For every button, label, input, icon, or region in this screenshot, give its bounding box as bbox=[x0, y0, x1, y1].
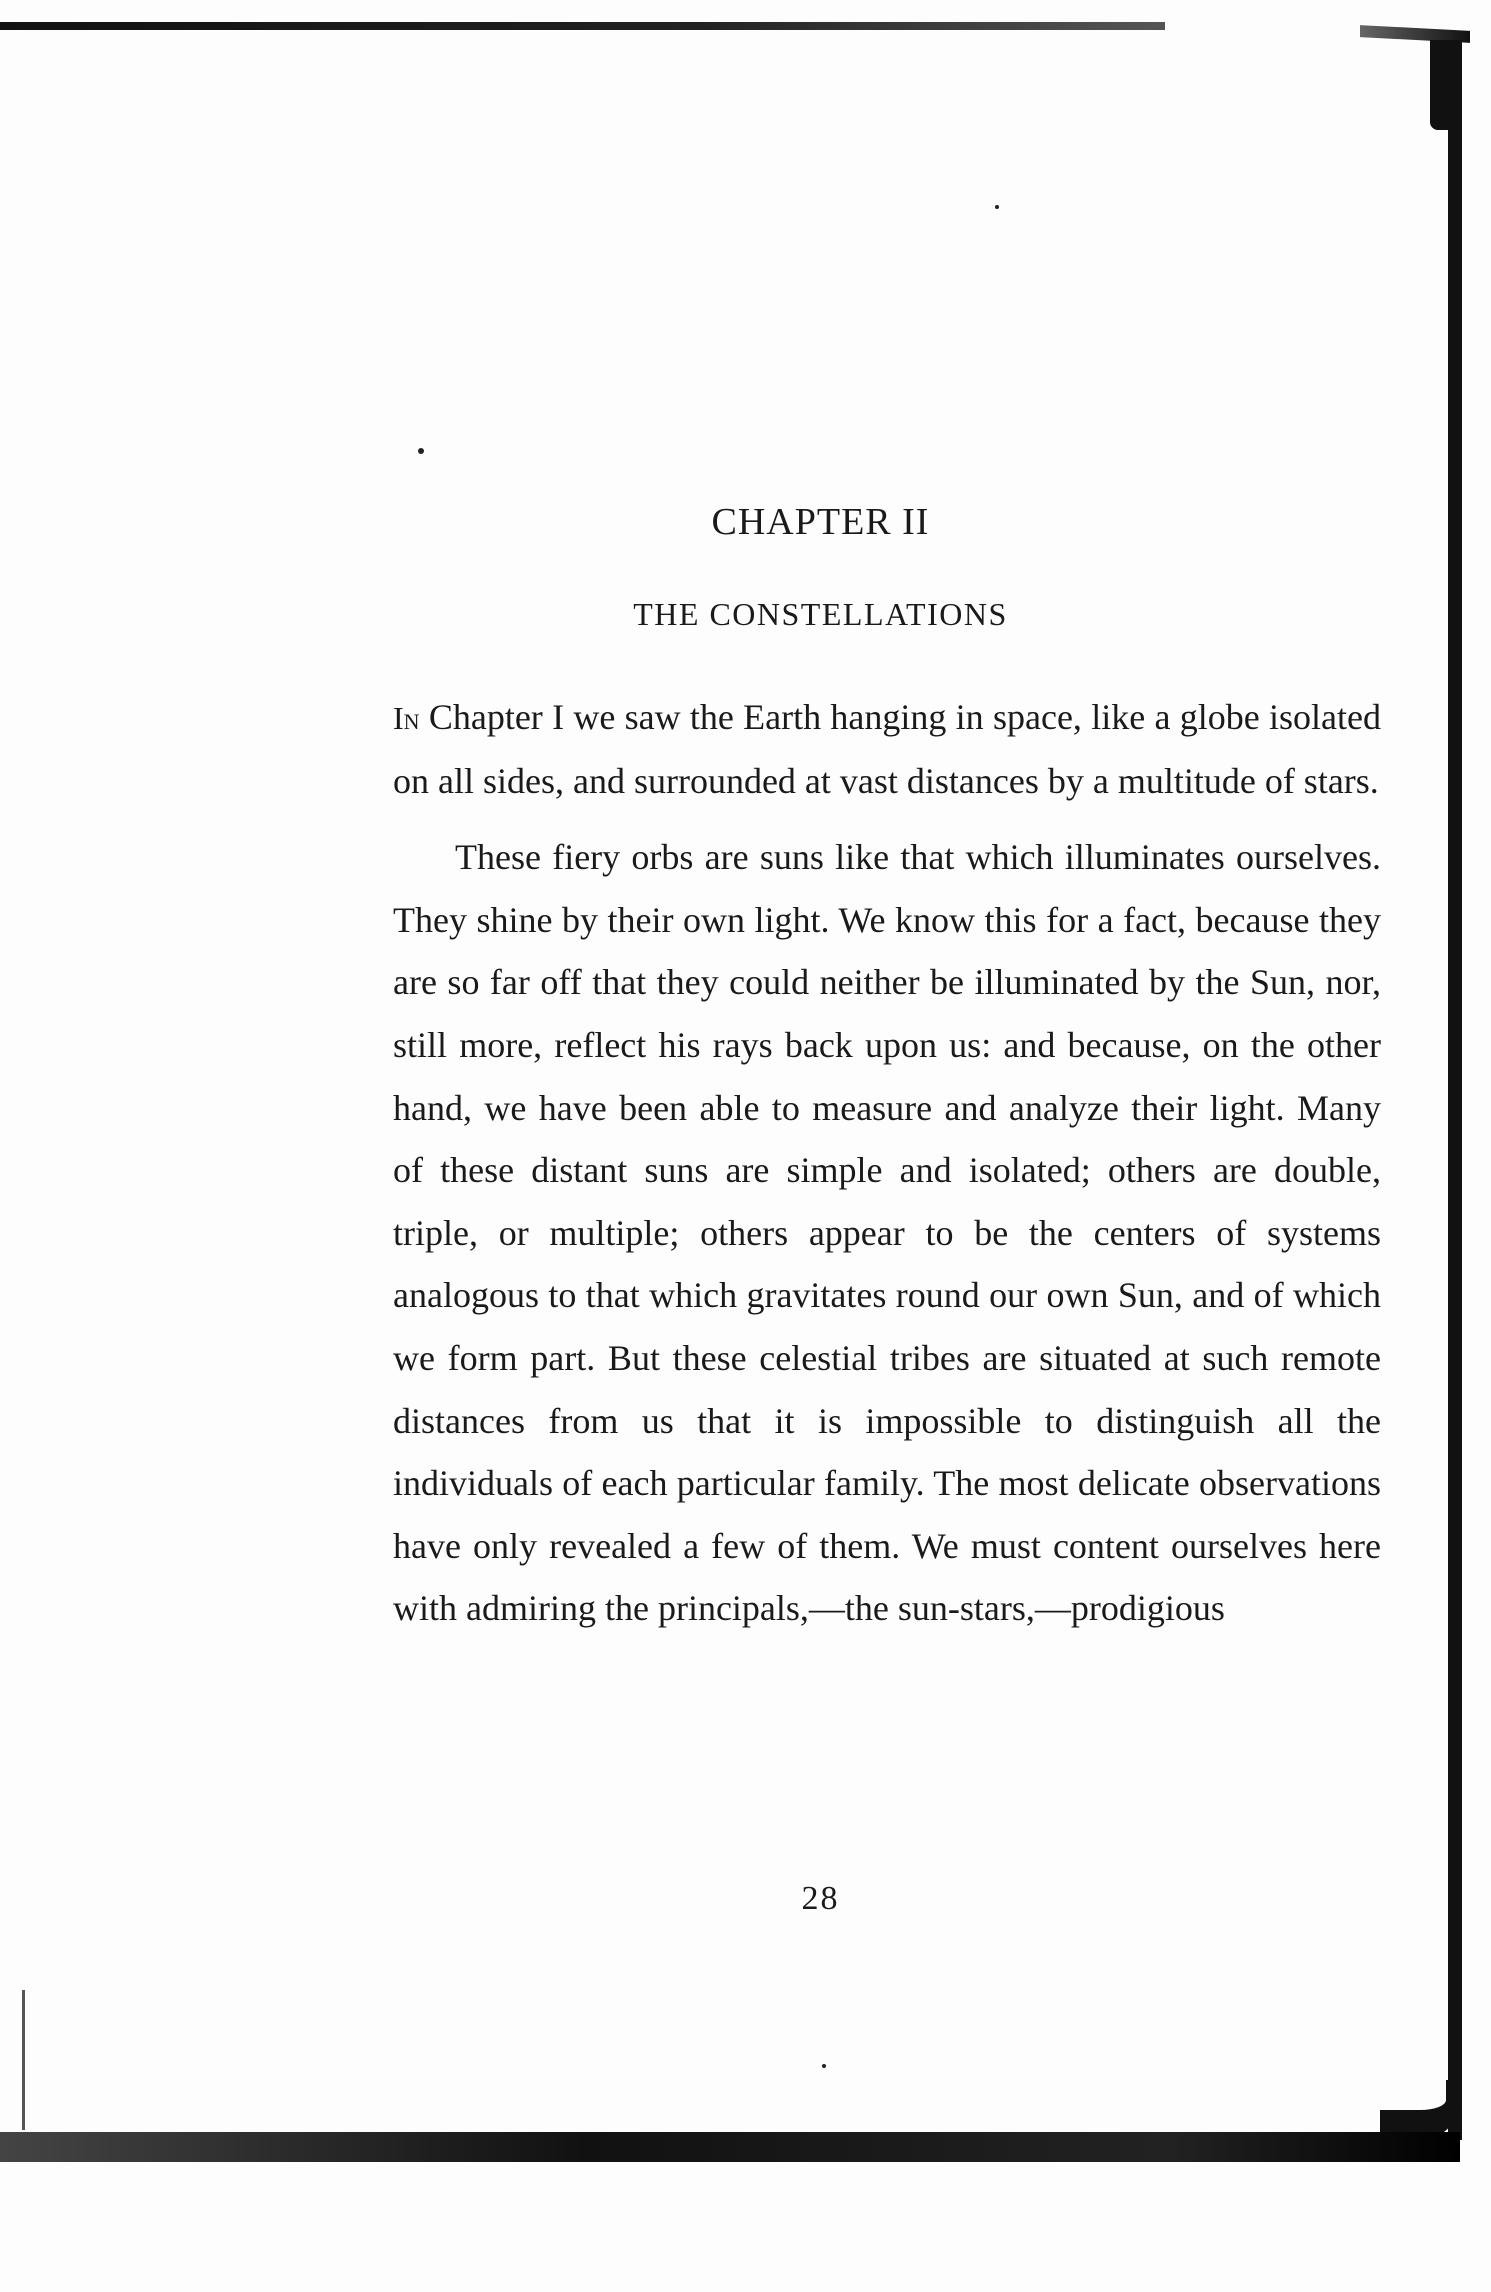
scan-edge-right bbox=[1448, 40, 1462, 2140]
chapter-number: CHAPTER II bbox=[711, 501, 930, 543]
paragraph-1 bbox=[393, 686, 1381, 812]
paragraph-1-text: Chapter I we saw the Earth hanging in space, like a globe isolated on all sides, and surrounded at vast distances by a multitude of stars. bbox=[393, 697, 1381, 801]
body-text bbox=[393, 686, 1381, 1640]
scan-speck bbox=[418, 448, 424, 454]
paragraph-lead-smallcaps: In bbox=[393, 700, 420, 736]
chapter-title: THE CONSTELLATIONS bbox=[633, 596, 1008, 632]
paragraph-2-text: These fiery orbs are suns like that which illuminates ourselves. They shine by their own light. We know this for a fact, because they are so far off that they could neither be illuminated by the Sun, nor, still more, reflect his rays back upon us: and because, on the other hand, we have been able to measure and analyze their light. Many of these distant suns are simple and isolated; others are double, triple, or multiple; others appear to be the centers of systems analogous to that which gravitates round our own Sun, and of which we form part. But these celestial tribes are situated at such remote distances from us that it is impossible to distinguish all the individuals of each particular family. The most delicate observations have only revealed a few of them. We must content ourselves here with admiring the principals,—the sun-stars,—prodigious bbox=[393, 837, 1381, 1629]
scan-edge-top bbox=[0, 22, 1165, 30]
scan-edge-bottom bbox=[0, 2132, 1460, 2162]
page-number: 28 bbox=[801, 1880, 840, 1917]
scan-speck bbox=[822, 2064, 826, 2068]
paragraph-2 bbox=[393, 826, 1381, 1640]
scan-edge-left-mark bbox=[22, 1990, 25, 2130]
scan-speck bbox=[995, 205, 999, 209]
